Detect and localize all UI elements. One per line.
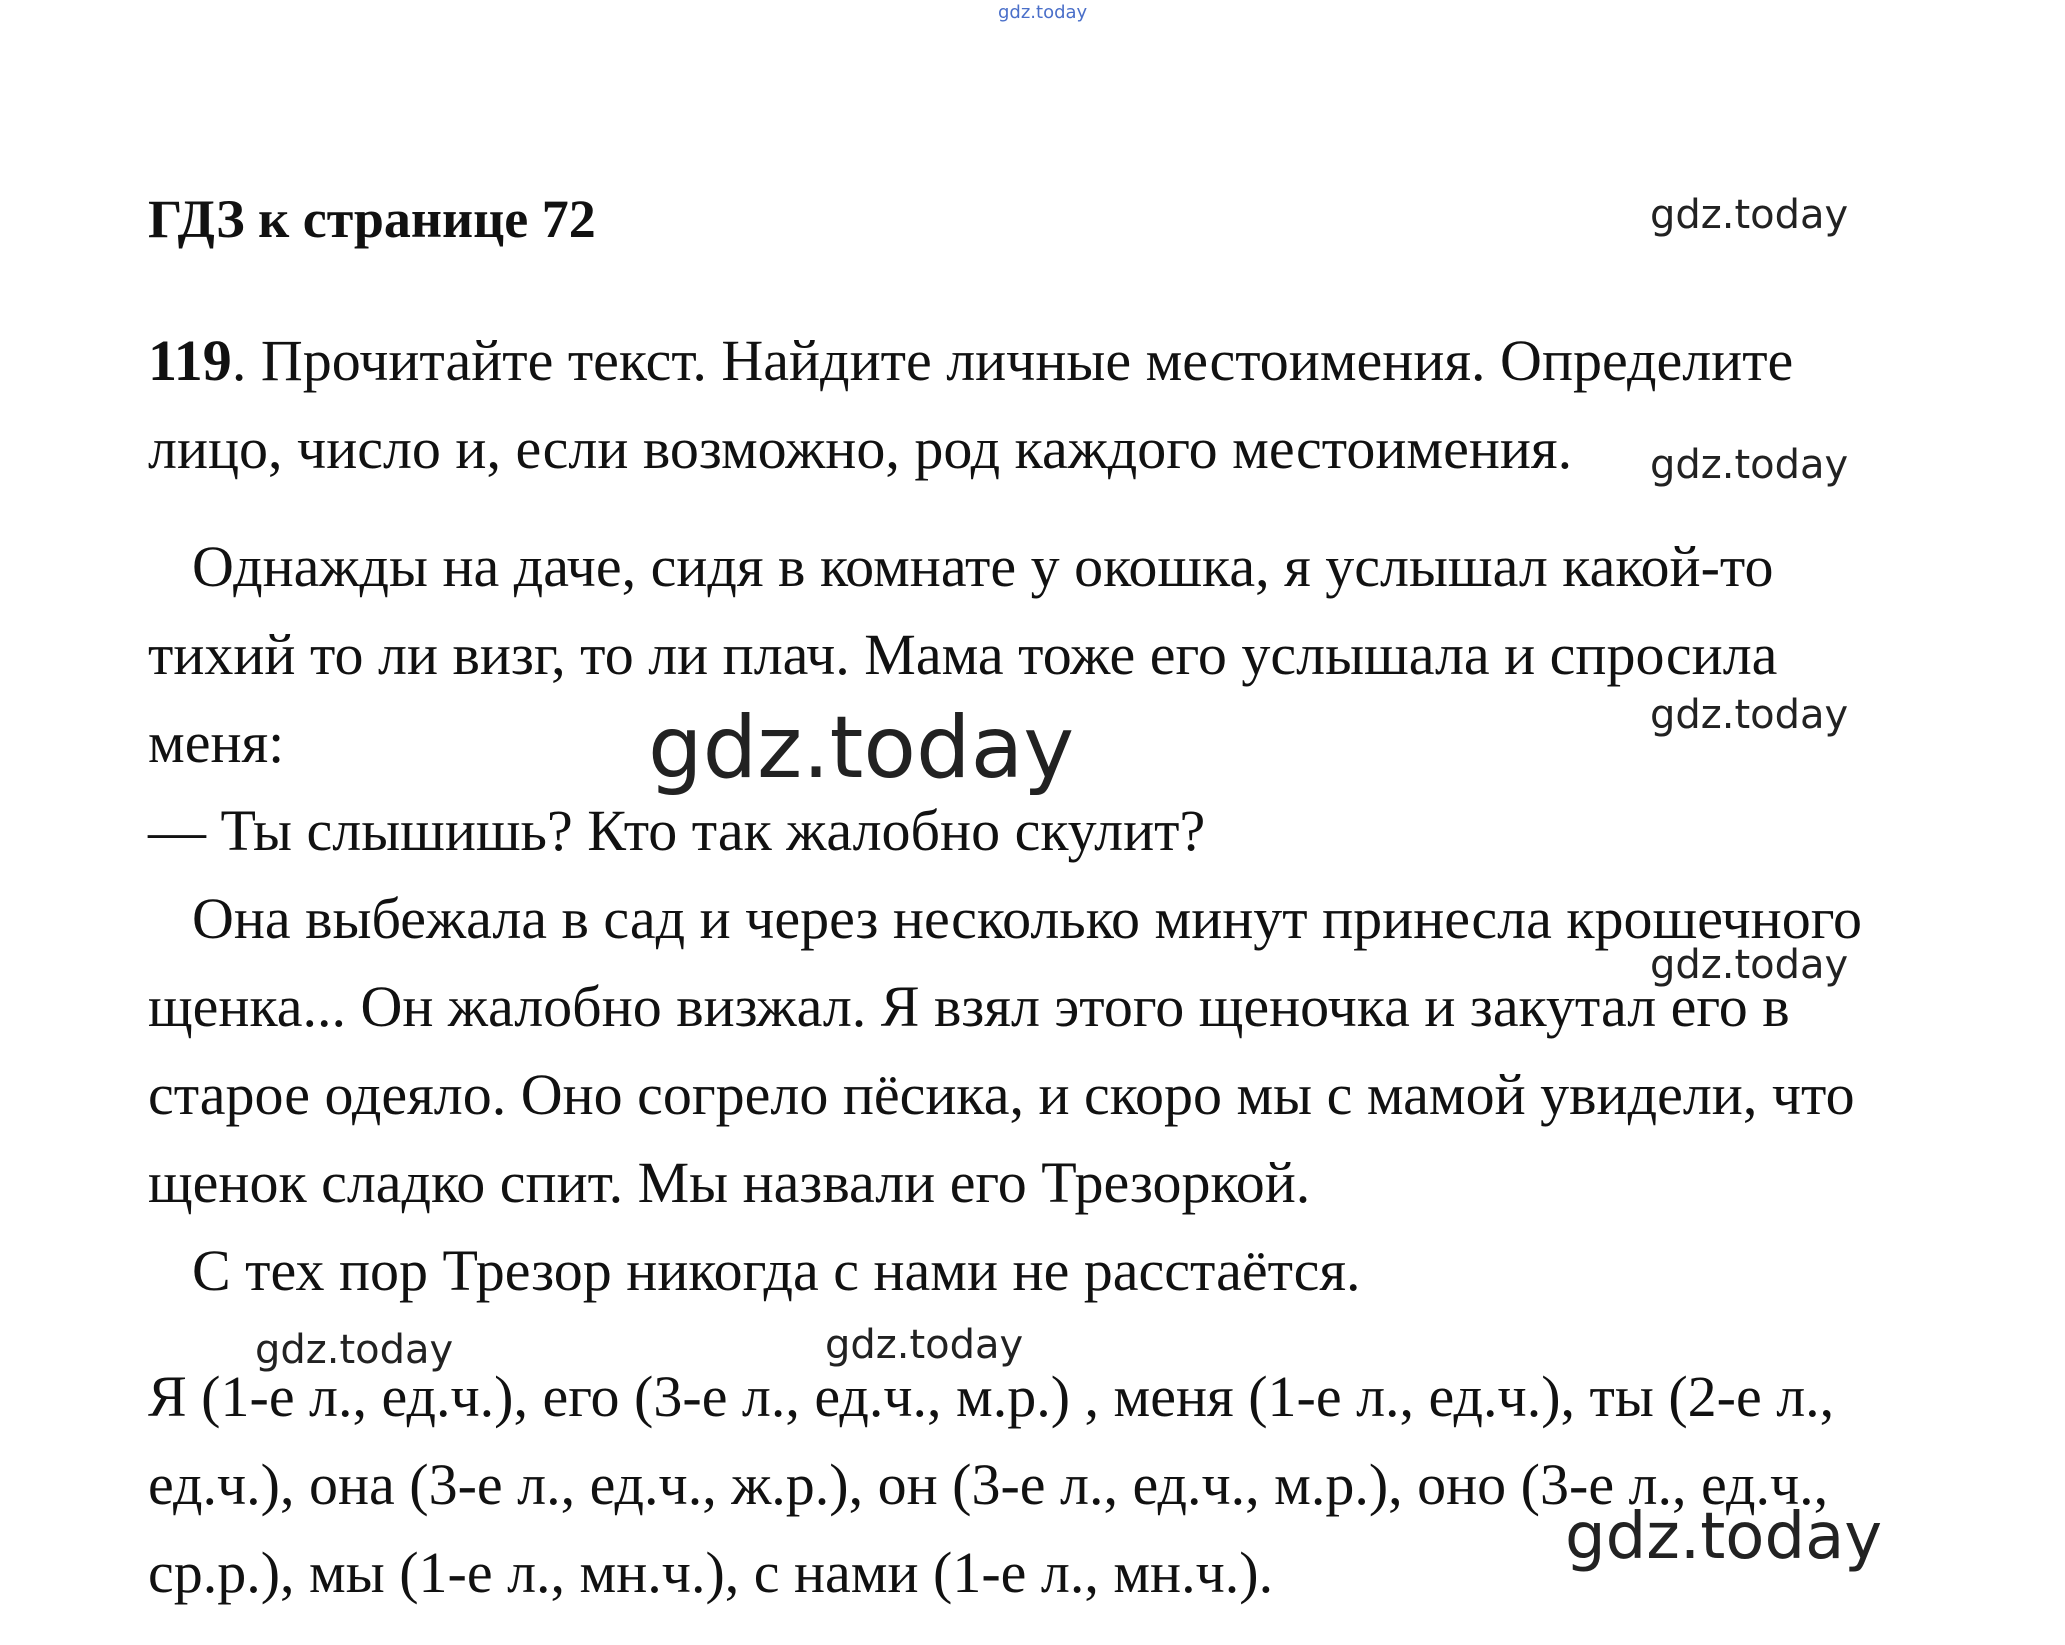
text-line: старое одеяло. Оно согрело пёсика, и скоро мы с мамой увидели, что [148,1062,1855,1127]
watermark-top: gdz.today [998,2,1088,23]
text-line: Однажды на даче, сидя в комнате у окошка, я услышал какой-то [192,534,1774,599]
watermark-right-2: gdz.today [1650,442,1849,488]
watermark-bottom: gdz.today [1565,1500,1883,1574]
task-text: . Прочитайте текст. Найдите личные местоимения. Определите [231,328,1794,393]
text-line: тихий то ли визг, то ли плач. Мама тоже его услышала и спросила [148,622,1778,687]
answer-line-3: ср.р.), мы (1-е л., мн.ч.), с нами (1-е л., мн.ч.). [148,1540,1274,1605]
answer-line-2: ед.ч.), она (3-е л., ед.ч., ж.р.), он (3-е л., ед.ч., м.р.), оно (3-е л., ед.ч., [148,1452,1829,1517]
text-line: — Ты слышишь? Кто так жалобно скулит? [148,798,1206,863]
watermark-right-4: gdz.today [1650,942,1849,988]
task-line-2: лицо, число и, если возможно, род каждого местоимения. [148,416,1573,481]
task-number: 119 [148,328,232,393]
answer-line-1: Я (1-е л., ед.ч.), его (3-е л., ед.ч., м.р.) , меня (1-е л., ед.ч.), ты (2-е л., [148,1364,1835,1429]
watermark-center: gdz.today [648,698,1075,798]
watermark-right-3: gdz.today [1650,692,1849,738]
text-line: С тех пор Трезор никогда с нами не расстаётся. [192,1238,1361,1303]
task-line-1 [148,328,1794,393]
watermark-right-1: gdz.today [1650,192,1849,238]
text-line: меня: [148,710,285,775]
watermark-answer-1: gdz.today [255,1327,454,1373]
text-line: Она выбежала в сад и через несколько минут принесла крошечного [192,886,1863,951]
text-line: щенка... Он жалобно визжал. Я взял этого щеночка и закутал его в [148,974,1790,1039]
page-title: ГДЗ к странице 72 [148,189,596,249]
text-line: щенок сладко спит. Мы назвали его Трезоркой. [148,1150,1311,1215]
watermark-answer-2: gdz.today [825,1322,1024,1368]
